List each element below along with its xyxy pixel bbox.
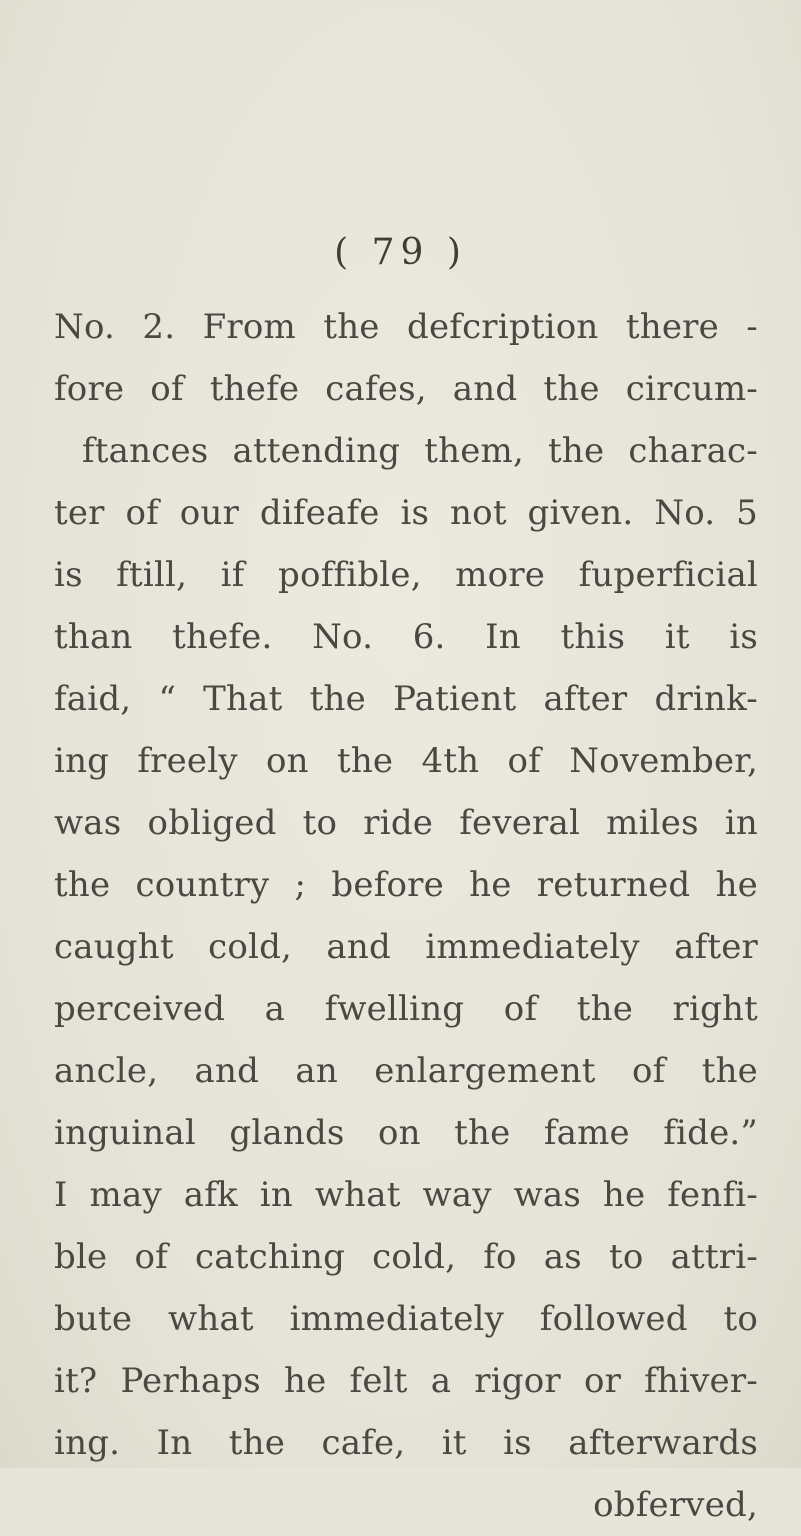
page-number: ( 79 ) bbox=[334, 232, 467, 273]
text-line: ter of our difeafe is not given. No. 5 bbox=[54, 493, 758, 533]
text-line: was obliged to ride feveral miles in bbox=[54, 803, 758, 843]
text-line: than thefe. No. 6. In this it is bbox=[54, 617, 758, 657]
catchword: obferved, bbox=[593, 1485, 758, 1525]
text-line: ancle, and an enlargement of the bbox=[54, 1051, 758, 1091]
text-line: ble of catching cold, fo as to attri- bbox=[54, 1237, 758, 1277]
text-line: I may afk in what way was he fenfi- bbox=[54, 1175, 758, 1215]
text-line: ftances attending them, the charac- bbox=[82, 431, 758, 471]
text-line: faid, “ That the Patient after drink- bbox=[54, 679, 758, 719]
text-line: ing. In the cafe, it is afterwards bbox=[54, 1423, 758, 1463]
text-line: inguinal glands on the fame fide.” bbox=[54, 1113, 758, 1153]
text-line: bute what immediately followed to bbox=[54, 1299, 758, 1339]
text-line: No. 2. From the defcription there - bbox=[54, 307, 758, 347]
text-line: is ftill, if poffible, more fuperficial bbox=[54, 555, 758, 595]
text-line: the country ; before he returned he bbox=[54, 865, 758, 905]
text-line: caught cold, and immediately after bbox=[54, 927, 758, 967]
text-line: fore of thefe cafes, and the circum- bbox=[54, 369, 758, 409]
text-line: perceived a fwelling of the right bbox=[54, 989, 758, 1029]
text-line: ing freely on the 4th of November, bbox=[54, 741, 758, 781]
body-text bbox=[54, 296, 758, 1536]
text-line: it? Perhaps he felt a rigor or fhiver- bbox=[54, 1361, 758, 1401]
